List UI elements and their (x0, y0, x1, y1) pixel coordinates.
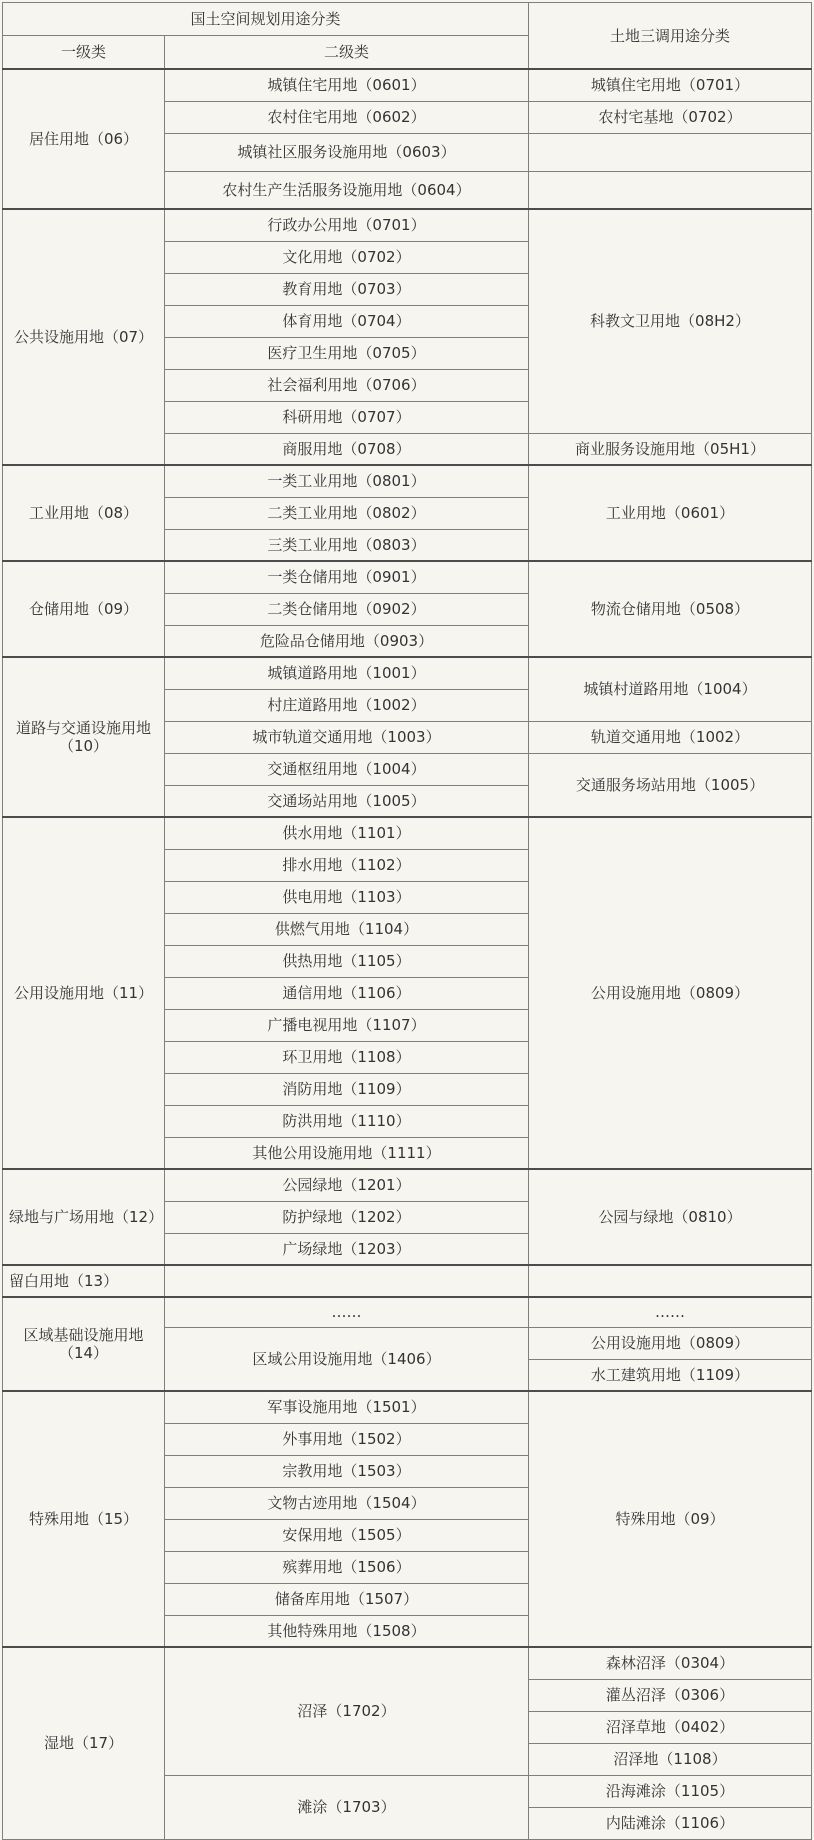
survey-cell: 交通服务场站用地（1005） (529, 753, 812, 817)
land-use-classification-table (2, 2, 812, 1840)
survey-cell: 公用设施用地（0809） (529, 817, 812, 1169)
level2-cell: 一类工业用地（0801） (165, 465, 529, 497)
level1-cell: 湿地（17） (3, 1647, 165, 1839)
level2-cell: 危险品仓储用地（0903） (165, 625, 529, 657)
header-level1: 一级类 (3, 36, 165, 70)
level2-cell: 一类仓储用地（0901） (165, 561, 529, 593)
level2-cell: 教育用地（0703） (165, 273, 529, 305)
level2-cell: 沼泽（1702） (165, 1647, 529, 1775)
survey-cell: 灌丛沼泽（0306） (529, 1679, 812, 1711)
level2-cell: 农村住宅用地（0602） (165, 101, 529, 133)
survey-cell: 内陆滩涂（1106） (529, 1807, 812, 1839)
level1-cell: 特殊用地（15） (3, 1391, 165, 1647)
level2-cell: 安保用地（1505） (165, 1519, 529, 1551)
level2-cell: 村庄道路用地（1002） (165, 689, 529, 721)
level1-cell: 公用设施用地（11） (3, 817, 165, 1169)
survey-cell: 沼泽草地（0402） (529, 1711, 812, 1743)
level1-cell: 道路与交通设施用地（10） (3, 657, 165, 817)
level2-cell: 储备库用地（1507） (165, 1583, 529, 1615)
level2-cell: 殡葬用地（1506） (165, 1551, 529, 1583)
level2-cell: 商服用地（0708） (165, 433, 529, 465)
level2-cell: 供电用地（1103） (165, 881, 529, 913)
level2-cell: 广播电视用地（1107） (165, 1009, 529, 1041)
level1-cell: 工业用地（08） (3, 465, 165, 561)
survey-cell (529, 133, 812, 171)
level2-cell: 行政办公用地（0701） (165, 209, 529, 241)
level1-cell: 区域基础设施用地（14） (3, 1297, 165, 1391)
survey-cell (529, 1265, 812, 1297)
level2-cell: 防洪用地（1110） (165, 1105, 529, 1137)
level1-cell: 居住用地（06） (3, 69, 165, 209)
level1-cell: 留白用地（13） (3, 1265, 165, 1297)
level2-cell: 交通场站用地（1005） (165, 785, 529, 817)
level2-cell: 城镇住宅用地（0601） (165, 69, 529, 101)
level2-cell: 广场绿地（1203） (165, 1233, 529, 1265)
level2-cell: 军事设施用地（1501） (165, 1391, 529, 1423)
level2-cell: 排水用地（1102） (165, 849, 529, 881)
survey-cell: 商业服务设施用地（05H1） (529, 433, 812, 465)
level2-cell: 医疗卫生用地（0705） (165, 337, 529, 369)
level2-cell: 防护绿地（1202） (165, 1201, 529, 1233)
level2-cell: 二类仓储用地（0902） (165, 593, 529, 625)
survey-cell: 轨道交通用地（1002） (529, 721, 812, 753)
level2-cell: 通信用地（1106） (165, 977, 529, 1009)
survey-cell: 城镇住宅用地（0701） (529, 69, 812, 101)
survey-cell: 工业用地（0601） (529, 465, 812, 561)
level2-cell: 城镇道路用地（1001） (165, 657, 529, 689)
level2-cell: 文物古迹用地（1504） (165, 1487, 529, 1519)
survey-cell: 公园与绿地（0810） (529, 1169, 812, 1265)
survey-cell: 物流仓储用地（0508） (529, 561, 812, 657)
survey-cell: 城镇村道路用地（1004） (529, 657, 812, 721)
level2-cell: 城市轨道交通用地（1003） (165, 721, 529, 753)
level2-cell: 三类工业用地（0803） (165, 529, 529, 561)
header-survey-classification: 土地三调用途分类 (529, 3, 812, 70)
level2-cell: 供燃气用地（1104） (165, 913, 529, 945)
level2-cell: 区域公用设施用地（1406） (165, 1327, 529, 1391)
level2-cell: 环卫用地（1108） (165, 1041, 529, 1073)
level2-cell: 消防用地（1109） (165, 1073, 529, 1105)
survey-cell: 公用设施用地（0809） (529, 1327, 812, 1359)
survey-cell: 森林沼泽（0304） (529, 1647, 812, 1679)
level2-cell: 二类工业用地（0802） (165, 497, 529, 529)
level1-cell: 公共设施用地（07） (3, 209, 165, 465)
level2-cell: 交通枢纽用地（1004） (165, 753, 529, 785)
survey-cell: 沿海滩涂（1105） (529, 1775, 812, 1807)
level2-cell: 文化用地（0702） (165, 241, 529, 273)
level1-cell: 绿地与广场用地（12） (3, 1169, 165, 1265)
survey-cell (529, 171, 812, 209)
survey-cell: 科教文卫用地（08H2） (529, 209, 812, 433)
level2-cell: 其他特殊用地（1508） (165, 1615, 529, 1647)
survey-cell: 水工建筑用地（1109） (529, 1359, 812, 1391)
level2-cell (165, 1265, 529, 1297)
level2-cell: 农村生产生活服务设施用地（0604） (165, 171, 529, 209)
header-level2: 二级类 (165, 36, 529, 70)
level2-cell: 其他公用设施用地（1111） (165, 1137, 529, 1169)
header-planning-classification: 国土空间规划用途分类 (3, 3, 529, 36)
level2-cell: 城镇社区服务设施用地（0603） (165, 133, 529, 171)
level2-cell: 外事用地（1502） (165, 1423, 529, 1455)
level2-cell: 宗教用地（1503） (165, 1455, 529, 1487)
level2-cell: 体育用地（0704） (165, 305, 529, 337)
survey-cell: 农村宅基地（0702） (529, 101, 812, 133)
level2-cell: …… (165, 1297, 529, 1327)
survey-cell: 沼泽地（1108） (529, 1743, 812, 1775)
survey-cell: …… (529, 1297, 812, 1327)
level2-cell: 供热用地（1105） (165, 945, 529, 977)
survey-cell: 特殊用地（09） (529, 1391, 812, 1647)
level2-cell: 公园绿地（1201） (165, 1169, 529, 1201)
level2-cell: 供水用地（1101） (165, 817, 529, 849)
level2-cell: 社会福利用地（0706） (165, 369, 529, 401)
level1-cell: 仓储用地（09） (3, 561, 165, 657)
level2-cell: 滩涂（1703） (165, 1775, 529, 1839)
level2-cell: 科研用地（0707） (165, 401, 529, 433)
